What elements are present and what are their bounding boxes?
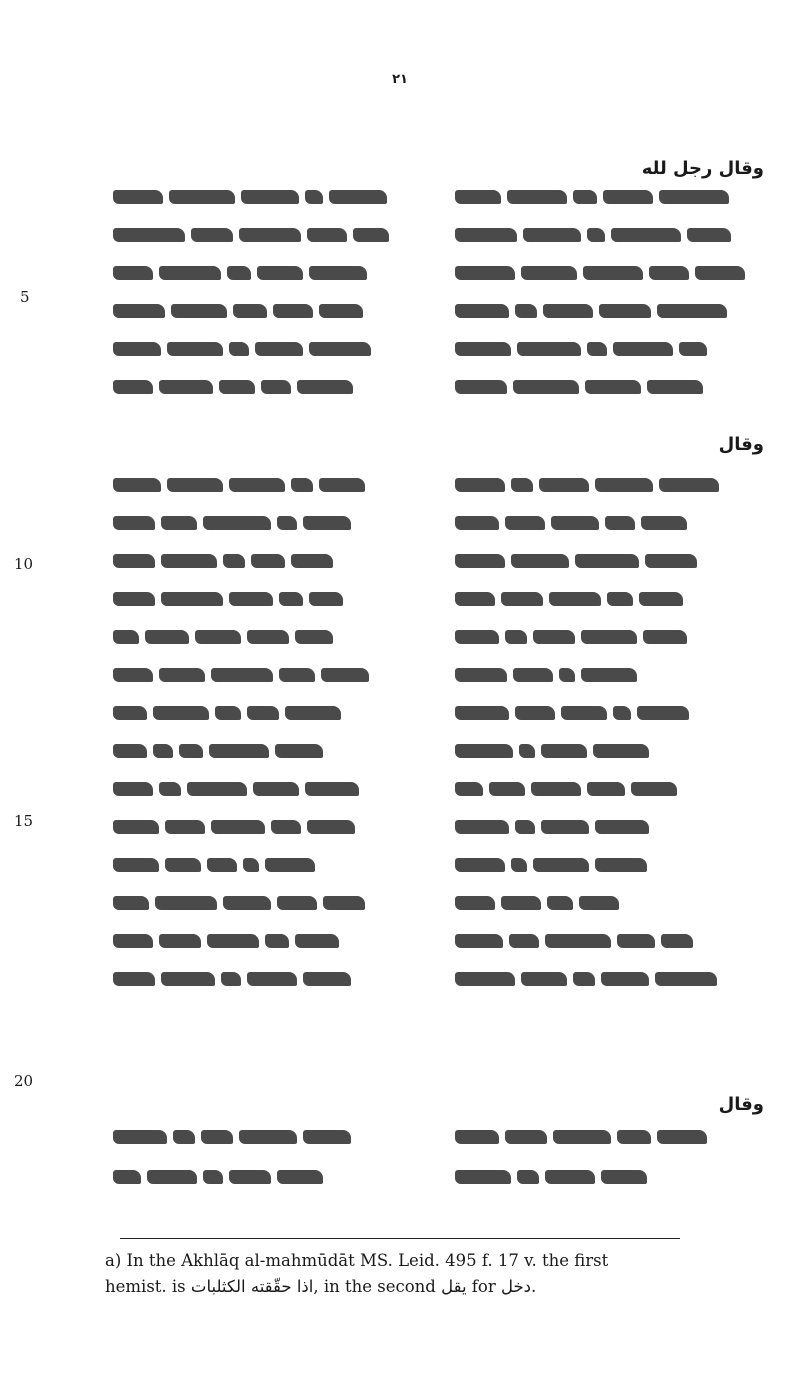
verse (110, 1118, 770, 1156)
page-number: ٢١ (392, 72, 408, 87)
hemistich-right (452, 548, 770, 574)
verse (110, 1158, 770, 1196)
verse (110, 504, 770, 542)
hemistich-right (452, 336, 770, 362)
hemistich-right (452, 260, 770, 286)
footnote-text-1: In the Akhlāq al-mahmūdāt MS. Leid. 495 f. 17 v. the first (126, 1251, 609, 1270)
footnote-line-1 (105, 1248, 765, 1274)
hemistich-left (110, 510, 428, 536)
hemistich-left (110, 814, 428, 840)
hemistich-left (110, 928, 428, 954)
section-marker-2: وقال (718, 1094, 764, 1115)
hemistich-right (452, 852, 770, 878)
hemistich-right (452, 298, 770, 324)
footnote-marker: a) (105, 1251, 122, 1270)
hemistich-left (110, 374, 428, 400)
verse (110, 178, 770, 216)
verse (110, 542, 770, 580)
hemistich-left (110, 662, 428, 688)
hemistich-right (452, 700, 770, 726)
hemistich-left (110, 548, 428, 574)
line-numbers (0, 0, 60, 1379)
section-marker: وقال (718, 434, 764, 455)
verse (110, 656, 770, 694)
hemistich-right (452, 890, 770, 916)
verse (110, 466, 770, 504)
hemistich-left (110, 966, 428, 992)
hemistich-right (452, 184, 770, 210)
footnote-line-2 (105, 1274, 765, 1300)
footnote-text-2-prefix: hemist. is (105, 1277, 186, 1296)
hemistich-right (452, 662, 770, 688)
verse (110, 330, 770, 368)
hemistich-left (110, 852, 428, 878)
hemistich-left (110, 222, 428, 248)
hemistich-right (452, 510, 770, 536)
verse (110, 580, 770, 618)
hemistich-right (452, 966, 770, 992)
footnote (105, 1248, 765, 1300)
hemistich-left (110, 624, 428, 650)
verse (110, 292, 770, 330)
verse (110, 618, 770, 656)
footnote-arabic-3: دخل (500, 1277, 532, 1296)
hemistich-left (110, 1124, 428, 1150)
hemistich-left (110, 700, 428, 726)
hemistich-left (110, 472, 428, 498)
footnote-text-2-for: for (471, 1277, 496, 1296)
hemistich-right (452, 1164, 770, 1190)
hemistich-right (452, 624, 770, 650)
verse (110, 922, 770, 960)
footnote-divider (120, 1238, 680, 1239)
verse (110, 884, 770, 922)
section-intro: وقال رجل لله (641, 158, 764, 179)
line-number-15: 15 (14, 812, 34, 830)
hemistich-right (452, 814, 770, 840)
hemistich-right (452, 374, 770, 400)
hemistich-left (110, 586, 428, 612)
footnote-text-2-end: . (531, 1277, 537, 1296)
footnote-arabic-2: يقل (441, 1277, 467, 1296)
hemistich-right (452, 1124, 770, 1150)
footnote-arabic-1: اذا حقّقته الكثلبات (190, 1277, 314, 1296)
line-number-20: 20 (14, 1072, 34, 1090)
verse (110, 808, 770, 846)
hemistich-left (110, 336, 428, 362)
verse (110, 732, 770, 770)
hemistich-right (452, 586, 770, 612)
hemistich-left (110, 1164, 428, 1190)
hemistich-right (452, 776, 770, 802)
hemistich-right (452, 738, 770, 764)
verse (110, 694, 770, 732)
verse (110, 216, 770, 254)
hemistich-right (452, 222, 770, 248)
verse (110, 846, 770, 884)
hemistich-right (452, 472, 770, 498)
verse (110, 254, 770, 292)
hemistich-left (110, 260, 428, 286)
line-number-10: 10 (14, 555, 34, 573)
hemistich-right (452, 928, 770, 954)
footnote-text-2-mid: , in the second (313, 1277, 436, 1296)
hemistich-left (110, 890, 428, 916)
hemistich-left (110, 738, 428, 764)
hemistich-left (110, 776, 428, 802)
verse (110, 770, 770, 808)
line-number-5: 5 (20, 288, 30, 306)
hemistich-left (110, 184, 428, 210)
verse (110, 368, 770, 406)
verse (110, 960, 770, 998)
hemistich-left (110, 298, 428, 324)
